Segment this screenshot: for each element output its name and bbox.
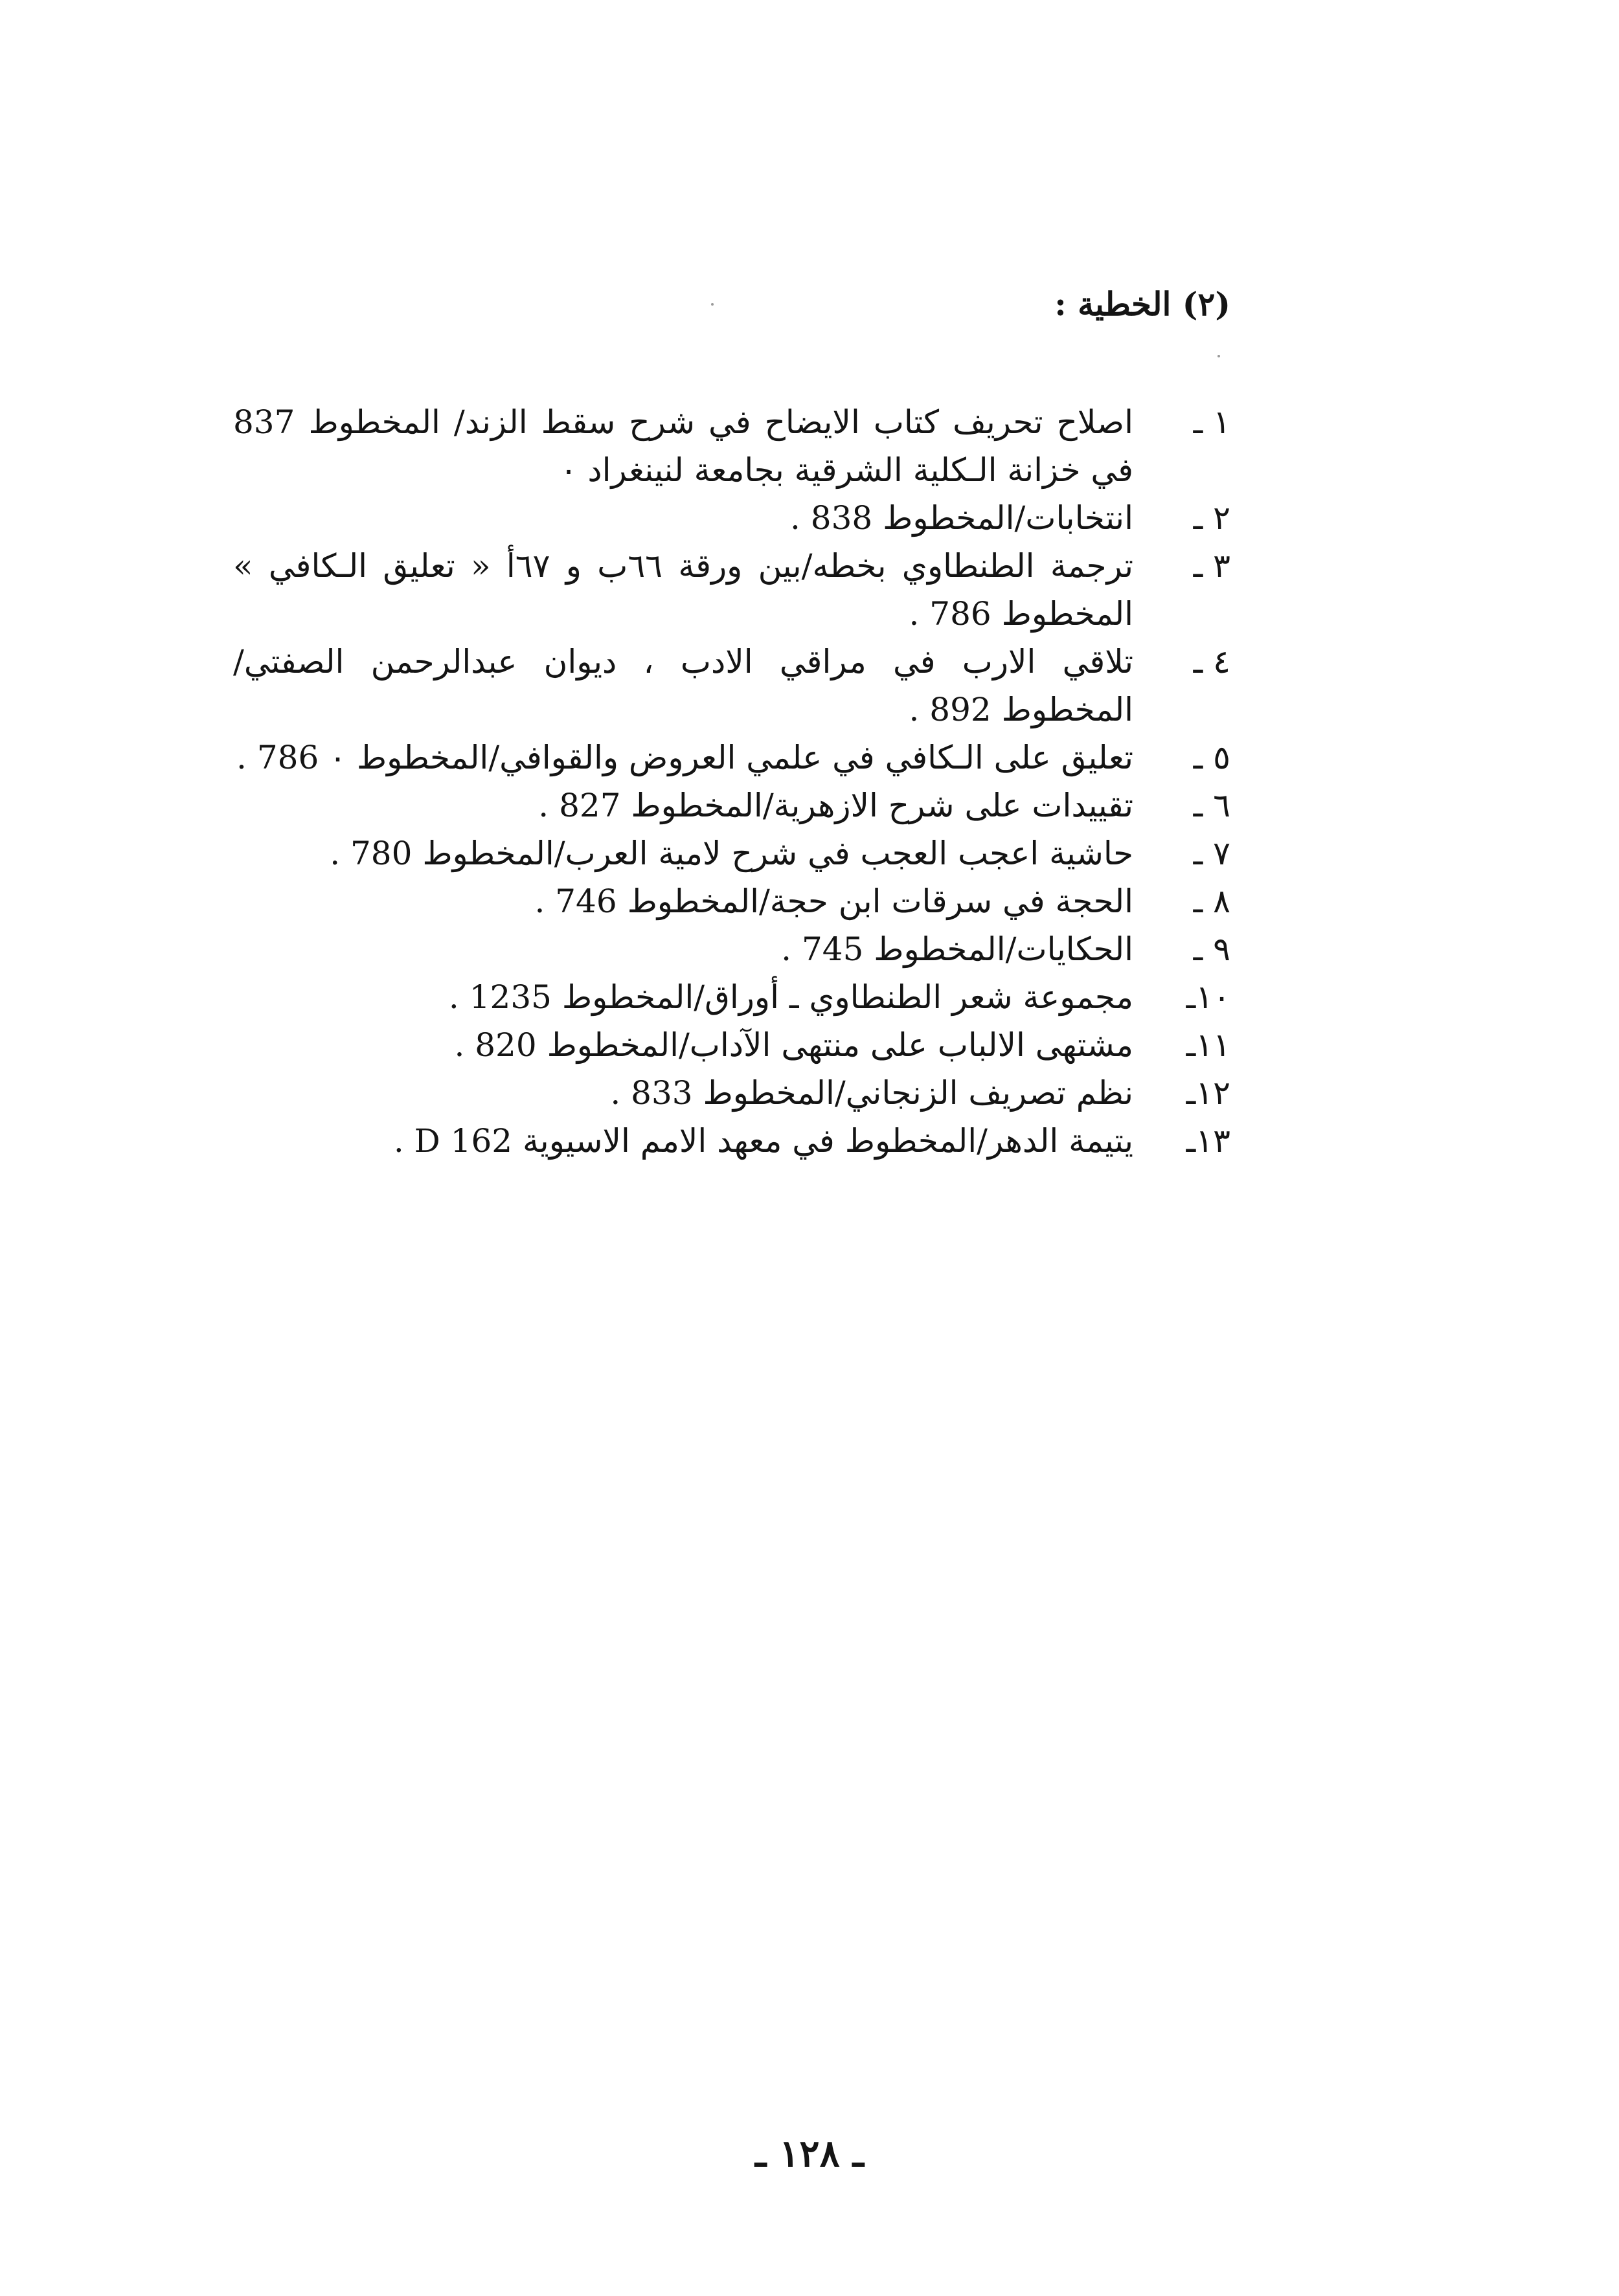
- scan-speck: [711, 303, 714, 306]
- item-text: انتخابات/المخطوط 838 .: [790, 499, 1133, 537]
- list-item: [233, 638, 1230, 734]
- section-heading: (٢) الخطية :: [1054, 285, 1230, 323]
- item-text: اصلاح تحريف كتاب الايضاح في شرح سقط الزند/ المخطوط 837 في خزانة الـكلية الشرقية بجامعة لنينغراد ٠: [233, 403, 1133, 489]
- item-number: ٨ ـ: [1193, 883, 1230, 920]
- item-text: الحكايات/المخطوط 745 .: [781, 930, 1133, 968]
- list-item: [233, 734, 1230, 782]
- list-item: [233, 829, 1230, 877]
- list-item: [233, 782, 1230, 829]
- list-item: [233, 494, 1230, 542]
- item-number: ٢ ـ: [1193, 499, 1230, 537]
- item-number: ٦ ـ: [1193, 787, 1230, 824]
- item-text: ترجمة الطنطاوي بخطه/بين ورقة ٦٦ب و ٦٧أ « تعليق الـكافي » المخطوط 786 .: [233, 547, 1133, 633]
- item-number: ١ ـ: [1193, 403, 1230, 441]
- item-text: حاشية اعجب العجب في شرح لامية العرب/المخطوط 780 .: [330, 835, 1133, 872]
- list-item: [233, 398, 1230, 494]
- scan-speck: [1217, 355, 1220, 357]
- list-item: [233, 973, 1230, 1021]
- list-item: [233, 925, 1230, 973]
- item-number: ٥ ـ: [1193, 739, 1230, 776]
- item-number: ٧ ـ: [1193, 835, 1230, 872]
- item-text: تعليق على الـكافي في علمي العروض والقوافي/المخطوط ٠ 786 .: [236, 739, 1133, 776]
- manuscript-list: [233, 398, 1230, 1165]
- item-number: ١٠ـ: [1186, 978, 1230, 1016]
- list-item: [233, 877, 1230, 925]
- item-number: ١٣ـ: [1186, 1122, 1230, 1160]
- page-number: ـ ١٢٨ ـ: [755, 2132, 864, 2176]
- item-text: الحجة في سرقات ابن حجة/المخطوط 746 .: [534, 883, 1133, 920]
- list-item: [233, 1069, 1230, 1117]
- item-text: تلاقي الارب في مراقي الادب ، ديوان عبدالرحمن الصفتي/المخطوط 892 .: [233, 643, 1133, 728]
- list-item: [233, 1021, 1230, 1069]
- item-number: ٣ ـ: [1193, 547, 1230, 585]
- list-item: [233, 1117, 1230, 1165]
- item-text: مجموعة شعر الطنطاوي ـ أوراق/المخطوط 1235 .: [448, 978, 1133, 1016]
- item-number: ١١ـ: [1186, 1026, 1230, 1064]
- item-text: نظم تصريف الزنجاني/المخطوط 833 .: [610, 1074, 1133, 1112]
- item-text: يتيمة الدهر/المخطوط في معهد الامم الاسيوية D 162 .: [393, 1122, 1133, 1160]
- item-number: ٤ ـ: [1193, 643, 1230, 681]
- item-number: ٩ ـ: [1193, 930, 1230, 968]
- item-text: تقييدات على شرح الازهرية/المخطوط 827 .: [538, 787, 1133, 824]
- item-text: مشتهى الالباب على منتهى الآداب/المخطوط 820 .: [454, 1026, 1133, 1064]
- item-number: ١٢ـ: [1186, 1074, 1230, 1112]
- list-item: [233, 542, 1230, 638]
